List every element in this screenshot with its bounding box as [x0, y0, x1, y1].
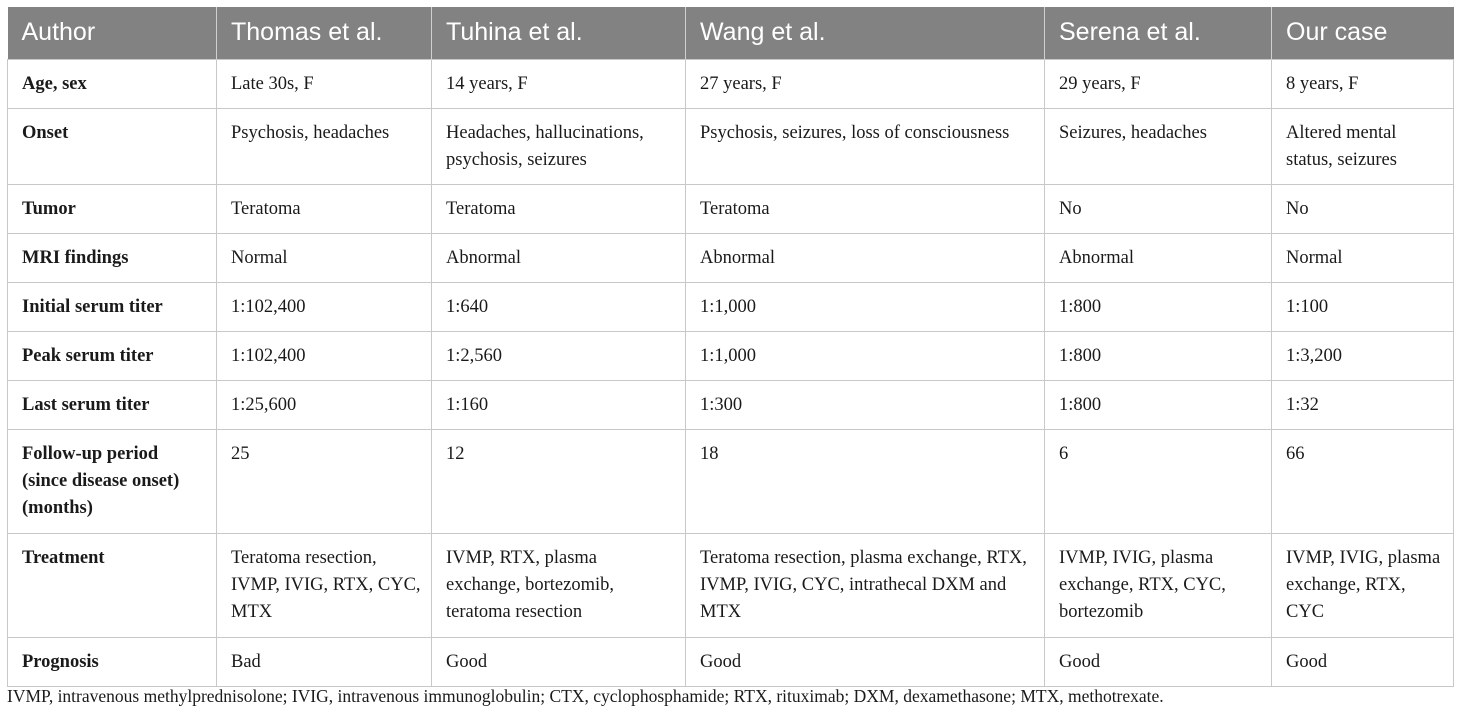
table-cell: 1:160: [432, 380, 686, 429]
table-cell: IVMP, RTX, plasma exchange, bortezomib, teratoma resection: [432, 533, 686, 637]
table-cell: 8 years, F: [1272, 59, 1454, 108]
table-header-row: [8, 7, 1454, 59]
header-our-case: Our case: [1272, 7, 1454, 59]
row-label: Initial serum titer: [8, 282, 217, 331]
row-label: Follow-up period (since disease onset) (months): [8, 429, 217, 533]
comparison-table: [7, 7, 1454, 687]
table-cell: Abnormal: [1045, 233, 1272, 282]
table-cell: 12: [432, 429, 686, 533]
table-row: [8, 108, 1454, 184]
table-row: [8, 533, 1454, 637]
row-label: Peak serum titer: [8, 331, 217, 380]
table-cell: Abnormal: [432, 233, 686, 282]
table-cell: Late 30s, F: [217, 59, 432, 108]
table-cell: Normal: [217, 233, 432, 282]
row-label: Onset: [8, 108, 217, 184]
row-label: MRI findings: [8, 233, 217, 282]
table-row: [8, 380, 1454, 429]
header-wang: Wang et al.: [686, 7, 1045, 59]
header-thomas: Thomas et al.: [217, 7, 432, 59]
table-row: [8, 59, 1454, 108]
table-cell: 1:3,200: [1272, 331, 1454, 380]
table-cell: Teratoma resection, plasma exchange, RTX, IVMP, IVIG, CYC, intrathecal DXM and MTX: [686, 533, 1045, 637]
row-label: Tumor: [8, 184, 217, 233]
row-label: Prognosis: [8, 637, 217, 686]
table-cell: Good: [1272, 637, 1454, 686]
table-row: [8, 429, 1454, 533]
table-cell: 1:1,000: [686, 282, 1045, 331]
table-cell: 1:800: [1045, 282, 1272, 331]
table-cell: 1:102,400: [217, 282, 432, 331]
table-cell: 1:32: [1272, 380, 1454, 429]
table-cell: Altered mental status, seizures: [1272, 108, 1454, 184]
table-cell: Psychosis, seizures, loss of consciousness: [686, 108, 1045, 184]
row-label: Last serum titer: [8, 380, 217, 429]
table-cell: 1:102,400: [217, 331, 432, 380]
table-cell: 29 years, F: [1045, 59, 1272, 108]
table-cell: 1:640: [432, 282, 686, 331]
table-cell: 1:2,560: [432, 331, 686, 380]
table-cell: 25: [217, 429, 432, 533]
table-cell: 6: [1045, 429, 1272, 533]
row-label: Treatment: [8, 533, 217, 637]
table-cell: 18: [686, 429, 1045, 533]
header-serena: Serena et al.: [1045, 7, 1272, 59]
table-cell: 27 years, F: [686, 59, 1045, 108]
table-cell: Good: [686, 637, 1045, 686]
table-row: [8, 184, 1454, 233]
table-cell: Good: [1045, 637, 1272, 686]
table-cell: No: [1272, 184, 1454, 233]
table-cell: Psychosis, headaches: [217, 108, 432, 184]
table-cell: IVMP, IVIG, plasma exchange, RTX, CYC, bortezomib: [1045, 533, 1272, 637]
table-cell: Teratoma: [686, 184, 1045, 233]
table-cell: 1:1,000: [686, 331, 1045, 380]
table-cell: Normal: [1272, 233, 1454, 282]
table-cell: 1:300: [686, 380, 1045, 429]
comparison-table-container: [7, 7, 1453, 687]
row-label: Age, sex: [8, 59, 217, 108]
table-cell: Good: [432, 637, 686, 686]
table-cell: Teratoma: [432, 184, 686, 233]
table-row: [8, 282, 1454, 331]
table-cell: Seizures, headaches: [1045, 108, 1272, 184]
table-cell: No: [1045, 184, 1272, 233]
table-cell: Bad: [217, 637, 432, 686]
table-footnote: IVMP, intravenous methylprednisolone; IVIG, intravenous immunoglobulin; CTX, cyclophosphamide; RTX, rituximab; DXM, dexamethasone; MTX, methotrexate.: [7, 686, 1164, 706]
table-cell: 1:800: [1045, 331, 1272, 380]
table-cell: Teratoma: [217, 184, 432, 233]
table-cell: 66: [1272, 429, 1454, 533]
header-tuhina: Tuhina et al.: [432, 7, 686, 59]
table-row: [8, 637, 1454, 686]
header-author: Author: [8, 7, 217, 59]
table-cell: 14 years, F: [432, 59, 686, 108]
table-cell: Abnormal: [686, 233, 1045, 282]
table-row: [8, 233, 1454, 282]
table-cell: Headaches, hallucinations, psychosis, seizures: [432, 108, 686, 184]
table-cell: 1:800: [1045, 380, 1272, 429]
table-cell: 1:100: [1272, 282, 1454, 331]
table-cell: IVMP, IVIG, plasma exchange, RTX, CYC: [1272, 533, 1454, 637]
table-row: [8, 331, 1454, 380]
table-cell: Teratoma resection, IVMP, IVIG, RTX, CYC, MTX: [217, 533, 432, 637]
table-cell: 1:25,600: [217, 380, 432, 429]
